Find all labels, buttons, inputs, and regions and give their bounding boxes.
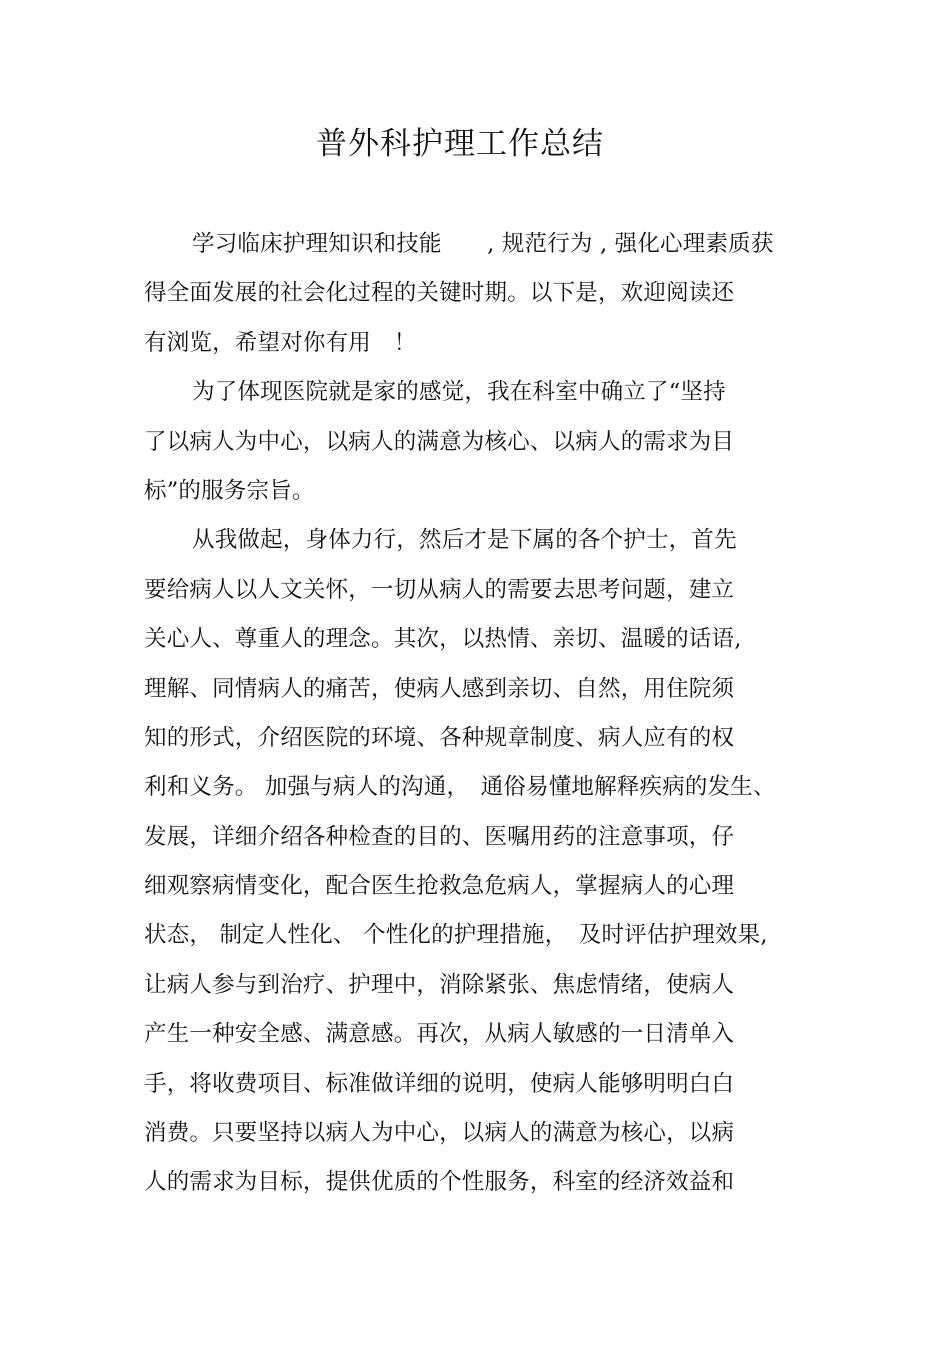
paragraph-3-line-13: 消费。只要坚持以病人为中心，以病人的满意为核心，以病 xyxy=(144,1120,735,1147)
paragraph-3-line-6: 利和义务。 加强与病人的沟通， 通俗易懂地解释疾病的发生、 xyxy=(144,774,776,801)
paragraph-1-line-3: 有浏览，希望对你有用 ！ xyxy=(144,329,417,356)
paragraph-3-line-2: 要给病人以人文关怀，一切从病人的需要去思考问题，建立 xyxy=(144,576,735,603)
paragraph-2-line-1: 为了体现医院就是家的感觉，我在科室中确立了“坚持 xyxy=(192,379,726,406)
paragraph-1-line-2: 得全面发展的社会化过程的关键时期。以下是，欢迎阅读还 xyxy=(144,280,735,307)
paragraph-3-line-8: 细观察病情变化，配合医生抢救急危病人，掌握病人的心理 xyxy=(144,873,735,900)
paragraph-3-line-10: 让病人参与到治疗、护理中，消除紧张、焦虑情绪，使病人 xyxy=(144,971,735,998)
paragraph-3-line-14: 人的需求为目标，提供优质的个性服务，科室的经济效益和 xyxy=(144,1169,735,1196)
paragraph-3-line-9: 状态， 制定人性化、 个性化的护理措施， 及时评估护理效果, xyxy=(144,922,768,949)
document-body xyxy=(144,220,804,1208)
paragraph-3-line-12: 手，将收费项目、标准做详细的说明，使病人能够明明白白 xyxy=(144,1070,735,1097)
paragraph-3-line-1: 从我做起，身体力行，然后才是下属的各个护士，首先 xyxy=(192,527,737,554)
paragraph-3-line-11: 产生一种安全感、满意感。再次，从病人敏感的一日清单入 xyxy=(144,1021,735,1048)
paragraph-2-line-2: 了以病人为中心，以病人的满意为核心、以病人的需求为目 xyxy=(144,428,735,455)
paragraph-2-line-3: 标”的服务宗旨。 xyxy=(144,477,315,504)
document-title: 普外科护理工作总结 xyxy=(316,126,604,162)
paragraph-1-line-1: 学习临床护理知识和技能 , 规范行为 , 强化心理素质获 xyxy=(192,231,774,257)
paragraph-3-line-3: 关心人、尊重人的理念。其次，以热情、亲切、温暖的话语, xyxy=(144,626,742,653)
paragraph-3-line-5: 知的形式，介绍医院的环境、各种规章制度、病人应有的权 xyxy=(144,724,735,751)
paragraph-3-line-4: 理解、同情病人的痛苦，使病人感到亲切、自然，用住院须 xyxy=(144,675,735,702)
paragraph-3-line-7: 发展，详细介绍各种检查的目的、医嘱用药的注意事项，仔 xyxy=(144,823,735,850)
